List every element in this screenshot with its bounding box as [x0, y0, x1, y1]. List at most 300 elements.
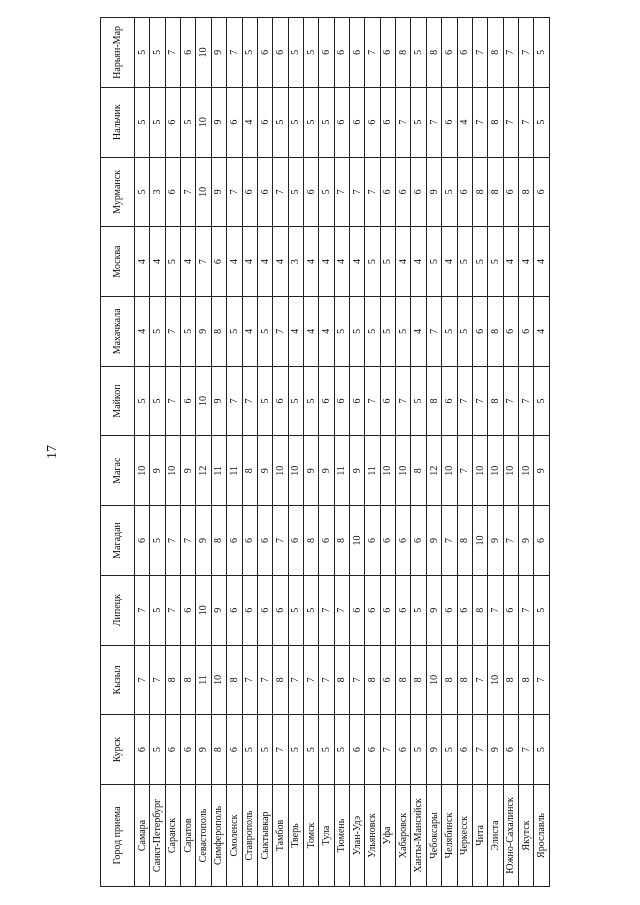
- value-cell: 6: [472, 296, 487, 366]
- city-cell: Ярославль: [534, 785, 550, 887]
- value-cell: 6: [257, 87, 272, 157]
- value-cell: 6: [380, 87, 395, 157]
- value-cell: 7: [503, 87, 518, 157]
- header-cell: Мурманск: [101, 157, 135, 227]
- table-row: [288, 18, 303, 887]
- value-cell: 11: [365, 436, 380, 506]
- city-cell: Челябинск: [442, 785, 457, 887]
- value-cell: 6: [534, 506, 550, 576]
- value-cell: 5: [273, 87, 288, 157]
- table-row: [472, 18, 487, 887]
- value-cell: 5: [303, 575, 318, 645]
- value-cell: 5: [150, 366, 165, 436]
- value-cell: 7: [518, 715, 533, 785]
- table-row: [350, 18, 365, 887]
- city-cell: Южно-Сахалинск: [503, 785, 518, 887]
- table-row: [303, 18, 318, 887]
- value-cell: 4: [319, 296, 334, 366]
- value-cell: 7: [472, 645, 487, 715]
- value-cell: 9: [211, 87, 226, 157]
- value-cell: 10: [196, 87, 211, 157]
- value-cell: 6: [380, 645, 395, 715]
- value-cell: 5: [319, 715, 334, 785]
- table-row: [135, 18, 150, 887]
- value-cell: 4: [135, 296, 150, 366]
- value-cell: 5: [411, 715, 426, 785]
- value-cell: 8: [442, 645, 457, 715]
- value-cell: 7: [273, 715, 288, 785]
- value-cell: 8: [242, 436, 257, 506]
- value-cell: 5: [303, 18, 318, 88]
- value-cell: 6: [350, 575, 365, 645]
- value-cell: 8: [518, 645, 533, 715]
- value-cell: 6: [165, 715, 180, 785]
- value-cell: 4: [227, 227, 242, 297]
- value-cell: 7: [165, 296, 180, 366]
- table-row: [150, 18, 165, 887]
- value-cell: 8: [211, 715, 226, 785]
- value-cell: 6: [319, 506, 334, 576]
- value-cell: 7: [518, 18, 533, 88]
- value-cell: 5: [350, 296, 365, 366]
- value-cell: 8: [396, 645, 411, 715]
- value-cell: 10: [518, 436, 533, 506]
- city-cell: Черкесск: [457, 785, 472, 887]
- value-cell: 7: [457, 366, 472, 436]
- value-cell: 4: [442, 227, 457, 297]
- value-cell: 9: [534, 436, 550, 506]
- value-cell: 5: [534, 366, 550, 436]
- value-cell: 4: [242, 87, 257, 157]
- value-cell: 6: [227, 715, 242, 785]
- value-cell: 5: [257, 715, 272, 785]
- value-cell: 7: [488, 575, 503, 645]
- value-cell: 10: [196, 366, 211, 436]
- value-cell: 8: [396, 18, 411, 88]
- city-cell: Ставрополь: [242, 785, 257, 887]
- city-cell: Тула: [319, 785, 334, 887]
- value-cell: 6: [211, 227, 226, 297]
- header-cell: Нальчик: [101, 87, 135, 157]
- header-cell: Кызыл: [101, 645, 135, 715]
- city-cell: Тамбов: [273, 785, 288, 887]
- value-cell: 6: [135, 715, 150, 785]
- value-cell: 6: [396, 715, 411, 785]
- rotated-table-container: [100, 17, 550, 887]
- value-cell: 5: [135, 366, 150, 436]
- value-cell: 5: [411, 87, 426, 157]
- value-cell: 6: [457, 18, 472, 88]
- value-cell: 8: [488, 87, 503, 157]
- header-cell: Махачкала: [101, 296, 135, 366]
- value-cell: 5: [165, 227, 180, 297]
- value-cell: 4: [350, 227, 365, 297]
- city-cell: Томск: [303, 785, 318, 887]
- value-cell: 7: [150, 645, 165, 715]
- value-cell: 9: [488, 506, 503, 576]
- value-cell: 6: [442, 18, 457, 88]
- value-cell: 8: [273, 645, 288, 715]
- value-cell: 7: [365, 157, 380, 227]
- value-cell: 6: [396, 157, 411, 227]
- value-cell: 5: [442, 296, 457, 366]
- value-cell: 8: [165, 645, 180, 715]
- value-cell: 9: [303, 436, 318, 506]
- value-cell: 5: [411, 18, 426, 88]
- table-row: [181, 18, 196, 887]
- table-row: [380, 18, 395, 887]
- page-number: 17: [45, 445, 60, 459]
- value-cell: 7: [273, 506, 288, 576]
- table-row: [426, 18, 441, 887]
- header-cell: Магадан: [101, 506, 135, 576]
- value-cell: 8: [411, 645, 426, 715]
- city-cell: Санкт-Петербург: [150, 785, 165, 887]
- value-cell: 5: [457, 227, 472, 297]
- value-cell: 5: [257, 296, 272, 366]
- value-cell: 9: [426, 575, 441, 645]
- value-cell: 5: [534, 715, 550, 785]
- city-cell: Саранск: [165, 785, 180, 887]
- value-cell: 4: [411, 296, 426, 366]
- value-cell: 9: [150, 436, 165, 506]
- value-cell: 9: [196, 506, 211, 576]
- value-cell: 5: [288, 575, 303, 645]
- table-row: [273, 18, 288, 887]
- value-cell: 4: [257, 227, 272, 297]
- value-cell: 10: [503, 436, 518, 506]
- header-cell: Город приема: [101, 785, 135, 887]
- value-cell: 7: [165, 506, 180, 576]
- value-cell: 7: [503, 366, 518, 436]
- header-cell: Москва: [101, 227, 135, 297]
- value-cell: 10: [350, 506, 365, 576]
- value-cell: 8: [426, 366, 441, 436]
- value-cell: 5: [334, 296, 349, 366]
- value-cell: 5: [472, 227, 487, 297]
- value-cell: 6: [518, 296, 533, 366]
- value-cell: 4: [534, 296, 550, 366]
- value-cell: 6: [227, 506, 242, 576]
- value-cell: 5: [319, 157, 334, 227]
- value-cell: 7: [135, 575, 150, 645]
- value-cell: 9: [426, 506, 441, 576]
- value-cell: 5: [319, 87, 334, 157]
- value-cell: 5: [288, 157, 303, 227]
- value-cell: 6: [334, 87, 349, 157]
- value-cell: 4: [518, 227, 533, 297]
- value-cell: 7: [273, 296, 288, 366]
- value-cell: 7: [165, 18, 180, 88]
- value-cell: 7: [426, 87, 441, 157]
- value-cell: 7: [181, 506, 196, 576]
- value-cell: 6: [257, 18, 272, 88]
- value-cell: 9: [211, 366, 226, 436]
- value-cell: 8: [457, 506, 472, 576]
- value-cell: 4: [288, 296, 303, 366]
- table-row: [411, 18, 426, 887]
- value-cell: 3: [150, 157, 165, 227]
- value-cell: 5: [411, 366, 426, 436]
- value-cell: 4: [150, 227, 165, 297]
- value-cell: 6: [396, 575, 411, 645]
- value-cell: 8: [472, 157, 487, 227]
- value-cell: 7: [181, 157, 196, 227]
- value-cell: 6: [181, 575, 196, 645]
- city-cell: Тюмень: [334, 785, 349, 887]
- value-cell: 10: [472, 436, 487, 506]
- value-cell: 6: [350, 18, 365, 88]
- value-cell: 8: [472, 575, 487, 645]
- value-cell: 4: [242, 296, 257, 366]
- value-cell: 7: [365, 366, 380, 436]
- value-cell: 7: [165, 575, 180, 645]
- value-cell: 9: [488, 715, 503, 785]
- value-cell: 6: [365, 715, 380, 785]
- value-cell: 5: [365, 227, 380, 297]
- value-cell: 9: [211, 18, 226, 88]
- header-cell: Липецк: [101, 575, 135, 645]
- value-cell: 6: [457, 575, 472, 645]
- value-cell: 5: [303, 715, 318, 785]
- value-cell: 6: [380, 506, 395, 576]
- city-cell: Улан-Удэ: [350, 785, 365, 887]
- city-cell: Ульяновск: [365, 785, 380, 887]
- value-cell: 9: [257, 436, 272, 506]
- table-row: [242, 18, 257, 887]
- value-cell: 7: [472, 18, 487, 88]
- value-cell: 6: [273, 18, 288, 88]
- value-cell: 7: [396, 366, 411, 436]
- value-cell: 5: [426, 227, 441, 297]
- value-cell: 4: [503, 227, 518, 297]
- value-cell: 8: [211, 506, 226, 576]
- value-cell: 7: [334, 575, 349, 645]
- value-cell: 7: [334, 157, 349, 227]
- value-cell: 4: [273, 227, 288, 297]
- value-cell: 4: [303, 227, 318, 297]
- value-cell: 9: [350, 436, 365, 506]
- city-cell: Сыктывкар: [257, 785, 272, 887]
- value-cell: 7: [534, 645, 550, 715]
- value-cell: 7: [472, 87, 487, 157]
- value-cell: 6: [227, 87, 242, 157]
- value-cell: 4: [135, 227, 150, 297]
- value-cell: 5: [150, 296, 165, 366]
- value-cell: 7: [227, 18, 242, 88]
- header-cell: Курск: [101, 715, 135, 785]
- city-cell: Тверь: [288, 785, 303, 887]
- value-cell: 6: [534, 157, 550, 227]
- value-cell: 6: [442, 87, 457, 157]
- value-cell: 7: [257, 645, 272, 715]
- header-cell: Нарьян-Мар: [101, 18, 135, 88]
- value-cell: 8: [181, 645, 196, 715]
- value-cell: 8: [365, 645, 380, 715]
- value-cell: 9: [181, 436, 196, 506]
- value-cell: 6: [319, 18, 334, 88]
- table-row: [488, 18, 503, 887]
- value-cell: 5: [242, 715, 257, 785]
- value-cell: 8: [457, 645, 472, 715]
- value-cell: 5: [303, 87, 318, 157]
- value-cell: 10: [211, 645, 226, 715]
- value-cell: 6: [350, 87, 365, 157]
- value-cell: 11: [227, 436, 242, 506]
- value-cell: 6: [242, 157, 257, 227]
- value-cell: 12: [196, 436, 211, 506]
- value-cell: 6: [181, 18, 196, 88]
- value-cell: 5: [242, 18, 257, 88]
- value-cell: 8: [503, 645, 518, 715]
- value-cell: 5: [288, 715, 303, 785]
- value-cell: 5: [411, 575, 426, 645]
- value-cell: 10: [472, 506, 487, 576]
- value-cell: 9: [196, 715, 211, 785]
- value-cell: 6: [273, 366, 288, 436]
- value-cell: 6: [411, 506, 426, 576]
- value-cell: 5: [135, 157, 150, 227]
- value-cell: 4: [334, 227, 349, 297]
- value-cell: 5: [380, 296, 395, 366]
- table-row: [227, 18, 242, 887]
- table-row: [365, 18, 380, 887]
- value-cell: 8: [518, 157, 533, 227]
- value-cell: 4: [534, 227, 550, 297]
- value-cell: 7: [503, 18, 518, 88]
- value-cell: 7: [365, 18, 380, 88]
- value-cell: 11: [196, 645, 211, 715]
- value-cell: 5: [303, 366, 318, 436]
- city-cell: Самара: [135, 785, 150, 887]
- value-cell: 6: [350, 715, 365, 785]
- value-cell: 5: [150, 18, 165, 88]
- value-cell: 6: [503, 296, 518, 366]
- value-cell: 7: [196, 227, 211, 297]
- table-row: [319, 18, 334, 887]
- value-cell: 3: [288, 227, 303, 297]
- value-cell: 6: [503, 157, 518, 227]
- value-cell: 6: [181, 366, 196, 436]
- value-cell: 5: [135, 87, 150, 157]
- value-cell: 7: [242, 366, 257, 436]
- value-cell: 10: [196, 157, 211, 227]
- value-cell: 6: [135, 506, 150, 576]
- value-cell: 10: [196, 575, 211, 645]
- value-cell: 7: [350, 157, 365, 227]
- value-cell: 5: [227, 296, 242, 366]
- value-cell: 4: [319, 227, 334, 297]
- value-cell: 7: [135, 645, 150, 715]
- value-cell: 7: [396, 87, 411, 157]
- value-cell: 10: [488, 436, 503, 506]
- value-cell: 9: [319, 436, 334, 506]
- value-cell: 7: [227, 366, 242, 436]
- value-cell: 9: [426, 157, 441, 227]
- city-cell: Чебоксары: [426, 785, 441, 887]
- value-cell: 5: [488, 227, 503, 297]
- value-cell: 5: [181, 296, 196, 366]
- value-cell: 7: [518, 366, 533, 436]
- value-cell: 8: [211, 296, 226, 366]
- value-cell: 8: [488, 296, 503, 366]
- table-row: [165, 18, 180, 887]
- value-cell: 7: [227, 157, 242, 227]
- table-row: [211, 18, 226, 887]
- value-cell: 6: [181, 715, 196, 785]
- value-cell: 11: [211, 436, 226, 506]
- city-cell: Уфа: [380, 785, 395, 887]
- value-cell: 9: [426, 715, 441, 785]
- value-cell: 8: [488, 157, 503, 227]
- value-cell: 6: [457, 157, 472, 227]
- value-cell: 5: [334, 715, 349, 785]
- table-row: [534, 18, 550, 887]
- value-cell: 6: [411, 157, 426, 227]
- value-cell: 9: [518, 506, 533, 576]
- table-row: [257, 18, 272, 887]
- value-cell: 10: [426, 645, 441, 715]
- value-cell: 6: [257, 157, 272, 227]
- table-row: [196, 18, 211, 887]
- value-cell: 8: [334, 506, 349, 576]
- value-cell: 5: [534, 87, 550, 157]
- city-cell: Саратов: [181, 785, 196, 887]
- city-cell: Элиста: [488, 785, 503, 887]
- value-cell: 6: [242, 506, 257, 576]
- value-cell: 6: [165, 87, 180, 157]
- value-cell: 5: [288, 366, 303, 436]
- value-cell: 6: [257, 506, 272, 576]
- value-cell: 5: [365, 296, 380, 366]
- value-cell: 5: [288, 18, 303, 88]
- value-cell: 5: [257, 366, 272, 436]
- value-cell: 6: [303, 157, 318, 227]
- city-cell: Чита: [472, 785, 487, 887]
- value-cell: 6: [319, 366, 334, 436]
- value-cell: 6: [365, 87, 380, 157]
- value-cell: 6: [165, 157, 180, 227]
- value-cell: 9: [211, 575, 226, 645]
- value-cell: 6: [396, 506, 411, 576]
- value-cell: 10: [135, 436, 150, 506]
- value-cell: 8: [488, 18, 503, 88]
- value-cell: 7: [472, 366, 487, 436]
- city-cell: Симферополь: [211, 785, 226, 887]
- value-cell: 7: [303, 645, 318, 715]
- value-cell: 8: [227, 645, 242, 715]
- distance-table: [100, 17, 550, 887]
- value-cell: 6: [273, 575, 288, 645]
- value-cell: 10: [396, 436, 411, 506]
- value-cell: 5: [442, 157, 457, 227]
- value-cell: 8: [303, 506, 318, 576]
- value-cell: 5: [442, 715, 457, 785]
- value-cell: 6: [365, 575, 380, 645]
- value-cell: 8: [334, 645, 349, 715]
- value-cell: 7: [442, 506, 457, 576]
- value-cell: 6: [442, 575, 457, 645]
- value-cell: 6: [334, 18, 349, 88]
- city-cell: Смоленск: [227, 785, 242, 887]
- value-cell: 7: [426, 296, 441, 366]
- value-cell: 6: [380, 157, 395, 227]
- value-cell: 10: [442, 436, 457, 506]
- header-cell: Майкоп: [101, 366, 135, 436]
- value-cell: 11: [334, 436, 349, 506]
- value-cell: 5: [457, 296, 472, 366]
- value-cell: 5: [181, 87, 196, 157]
